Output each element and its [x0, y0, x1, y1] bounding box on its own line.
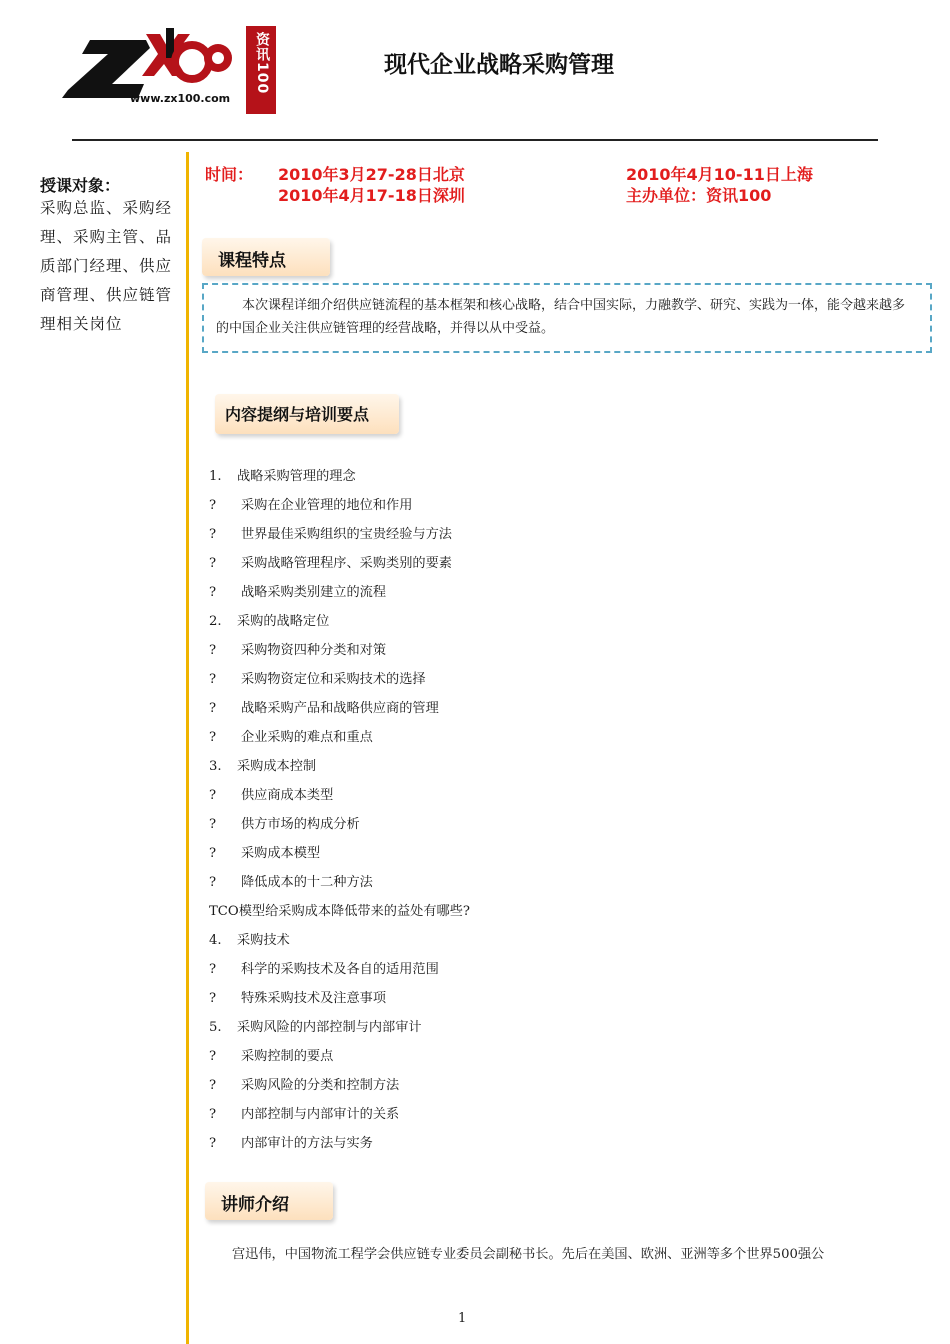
organizer: 主办单位：资讯100	[626, 186, 772, 205]
list-marker: ?	[209, 643, 217, 658]
list-item	[209, 549, 869, 578]
list-text: 战略采购产品和战略供应商的管理	[241, 701, 439, 716]
list-marker: ?	[209, 585, 217, 600]
outline-list	[209, 462, 869, 1158]
list-item	[209, 578, 869, 607]
list-marker: ?	[209, 788, 217, 803]
list-marker: 4.	[209, 933, 222, 948]
list-item	[209, 839, 869, 868]
list-text: 内部审计的方法与实务	[241, 1136, 373, 1151]
header-divider	[72, 139, 878, 141]
list-text: TCO模型给采购成本降低带来的益处有哪些?	[209, 904, 470, 919]
list-item	[209, 955, 869, 984]
list-text: 采购成本模型	[241, 846, 321, 861]
instructor-text: 宫迅伟，中国物流工程学会供应链专业委员会副秘书长。先后在美国、欧洲、亚洲等多个世界500强公	[232, 1247, 825, 1262]
section-title-features: 课程特点	[218, 251, 286, 271]
list-item	[209, 1013, 869, 1042]
list-marker: ?	[209, 730, 217, 745]
logo-side-text: 资讯100	[254, 32, 270, 95]
document-title: 现代企业战略采购管理	[384, 52, 614, 78]
list-text: 采购控制的要点	[241, 1049, 334, 1064]
list-text: 供方市场的构成分析	[241, 817, 360, 832]
list-marker: ?	[209, 1136, 217, 1151]
list-item	[209, 520, 869, 549]
section-title-instructor: 讲师介绍	[221, 1195, 289, 1215]
list-text: 特殊采购技术及注意事项	[241, 991, 387, 1006]
list-text: 采购的战略定位	[237, 614, 330, 629]
list-text: 企业采购的难点和重点	[241, 730, 373, 745]
list-marker: ?	[209, 1107, 217, 1122]
list-item	[209, 926, 869, 955]
list-marker: ?	[209, 1049, 217, 1064]
list-item	[209, 1100, 869, 1129]
list-item	[209, 607, 869, 636]
list-marker: 1.	[209, 469, 222, 484]
sidebar	[40, 176, 182, 339]
section-tab-features	[202, 238, 330, 276]
list-text: 采购技术	[237, 933, 290, 948]
features-box	[202, 283, 932, 353]
list-item	[209, 665, 869, 694]
list-text: 采购物资四种分类和对策	[241, 643, 387, 658]
list-item	[209, 752, 869, 781]
list-marker: ?	[209, 846, 217, 861]
section-tab-instructor	[205, 1182, 333, 1220]
page-number: 1	[458, 1311, 467, 1326]
vertical-accent-line	[186, 152, 189, 1344]
list-text: 采购风险的内部控制与内部审计	[237, 1020, 422, 1035]
logo-url: www.zx100.com	[130, 92, 231, 105]
list-text: 内部控制与内部审计的关系	[241, 1107, 400, 1122]
logo	[60, 18, 280, 113]
list-marker: ?	[209, 672, 217, 687]
list-item	[209, 810, 869, 839]
list-item	[209, 694, 869, 723]
list-marker: ?	[209, 556, 217, 571]
list-marker: 2.	[209, 614, 222, 629]
list-marker: 3.	[209, 759, 222, 774]
list-marker: ?	[209, 527, 217, 542]
list-text: 采购成本控制	[237, 759, 317, 774]
list-marker: ?	[209, 817, 217, 832]
list-item	[209, 491, 869, 520]
list-text: 采购物资定位和采购技术的选择	[241, 672, 426, 687]
list-item	[209, 897, 869, 926]
list-marker: ?	[209, 701, 217, 716]
section-tab-outline	[215, 394, 399, 434]
list-item	[209, 984, 869, 1013]
list-item	[209, 723, 869, 752]
time-label: 时间：	[205, 165, 254, 184]
audience-text: 采购总监、采购经理、采购主管、品质部门经理、供应商管理、供应链管理相关岗位	[40, 199, 173, 333]
list-item	[209, 1129, 869, 1158]
list-item	[209, 1042, 869, 1071]
list-text: 供应商成本类型	[241, 788, 334, 803]
session-shanghai: 2010年4月10-11日上海	[626, 165, 813, 184]
list-text: 降低成本的十二种方法	[241, 875, 373, 890]
list-text: 科学的采购技术及各自的适用范围	[241, 962, 439, 977]
list-text: 采购战略管理程序、采购类别的要素	[241, 556, 452, 571]
features-text: 本次课程详细介绍供应链流程的基本框架和核心战略，结合中国实际，力融教学、研究、实践为一体，能令越来越多的中国企业关注供应链管理的经营战略，并得以从中受益。	[216, 298, 906, 336]
list-marker: ?	[209, 498, 217, 513]
list-item	[209, 868, 869, 897]
list-text: 战略采购类别建立的流程	[241, 585, 387, 600]
list-text: 世界最佳采购组织的宝贵经验与方法	[241, 527, 452, 542]
session-shenzhen: 2010年4月17-18日深圳	[278, 186, 465, 205]
list-item	[209, 1071, 869, 1100]
list-marker: ?	[209, 991, 217, 1006]
list-text: 采购在企业管理的地位和作用	[241, 498, 413, 513]
audience-label: 授课对象：	[40, 176, 121, 195]
list-marker: 5.	[209, 1020, 222, 1035]
session-beijing: 2010年3月27-28日北京	[278, 165, 465, 184]
list-item	[209, 636, 869, 665]
list-text: 采购风险的分类和控制方法	[241, 1078, 400, 1093]
list-marker: ?	[209, 962, 217, 977]
list-item	[209, 462, 869, 491]
list-marker: ?	[209, 1078, 217, 1093]
list-marker: ?	[209, 875, 217, 890]
list-text: 战略采购管理的理念	[237, 469, 356, 484]
list-item	[209, 781, 869, 810]
section-title-outline: 内容提纲与培训要点	[225, 405, 370, 424]
